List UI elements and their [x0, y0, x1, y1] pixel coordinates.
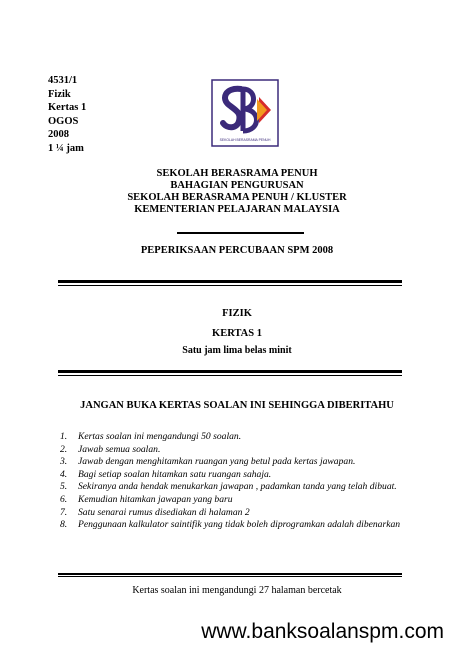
- instruction-text: Penggunaan kalkulator saintifik yang tidak boleh diprogramkan adalah dibenarkan: [78, 519, 401, 531]
- instruction-text: Kemudian hitamkan jawapan yang baru: [78, 493, 233, 505]
- instruction-text: Jawab dengan menghitamkan ruangan yang betul pada kertas jawapan.: [78, 456, 356, 468]
- sbp-logo-icon: [211, 79, 279, 147]
- instruction-text: Sekiranya anda hendak menukarkan jawapan , padamkan tanda yang telah dibuat.: [78, 481, 397, 493]
- duration-text: Satu jam lima belas minit: [182, 345, 292, 356]
- divider-middle-under: [58, 375, 402, 376]
- list-item: [60, 519, 400, 532]
- paper-subject: Fizik: [48, 88, 71, 100]
- instruction-number: 6.: [60, 493, 68, 505]
- subject-title: FIZIK: [222, 308, 252, 319]
- list-item: [60, 507, 400, 520]
- logo-caption: SEKOLAH BERASRAMA PENUH: [219, 138, 271, 142]
- instruction-number: 8.: [60, 519, 68, 531]
- instruction-text: Satu senarai rumus disediakan di halaman 2: [78, 506, 250, 518]
- paper-code: 4531/1: [48, 75, 78, 86]
- do-not-open-warning: JANGAN BUKA KERTAS SOALAN INI SEHINGGA DIBERITAHU: [80, 400, 394, 411]
- org-line-4: KEMENTERIAN PELAJARAN MALAYSIA: [134, 204, 340, 215]
- footer-divider: [58, 573, 402, 575]
- list-item: [60, 431, 400, 444]
- org-line-1: SEKOLAH BERASRAMA PENUH: [156, 168, 318, 179]
- list-item: [60, 444, 400, 457]
- instruction-text: Bagi setiap soalan hitamkan satu ruangan sahaja.: [78, 468, 272, 480]
- website-watermark: www.banksoalanspm.com: [201, 620, 444, 643]
- instructions-list: [60, 431, 400, 532]
- org-line-3: SEKOLAH BERASRAMA PENUH / KLUSTER: [127, 192, 347, 203]
- paper-duration-short: 1 ¼ jam: [48, 142, 84, 154]
- list-item: [60, 494, 400, 507]
- paper-number: Kertas 1: [48, 102, 87, 113]
- instruction-number: 5.: [60, 481, 68, 493]
- instruction-number: 2.: [60, 443, 68, 455]
- instruction-text: Jawab semua soalan.: [78, 443, 161, 455]
- paper-year: 2008: [48, 129, 69, 140]
- divider-top-under: [58, 285, 402, 286]
- instruction-text: Kertas soalan ini mengandungi 50 soalan.: [78, 431, 242, 442]
- title-divider: [177, 232, 304, 234]
- instruction-number: 4.: [60, 468, 68, 480]
- instruction-number: 3.: [60, 456, 68, 468]
- instruction-number: 1.: [60, 431, 68, 442]
- divider-middle: [58, 370, 402, 373]
- divider-top: [58, 280, 402, 283]
- org-line-2: BAHAGIAN PENGURUSAN: [170, 180, 304, 191]
- footer-divider-under: [58, 576, 402, 577]
- paper-month: OGOS: [48, 115, 79, 127]
- list-item: [60, 481, 400, 494]
- exam-title: PEPERIKSAAN PERCUBAAN SPM 2008: [140, 245, 334, 256]
- page-count-note: Kertas soalan ini mengandungi 27 halaman bercetak: [132, 585, 342, 596]
- paper-code-block: [48, 74, 86, 155]
- sbp-logo-graphic: [211, 79, 279, 147]
- paper-title: KERTAS 1: [212, 328, 262, 339]
- list-item: [60, 469, 400, 482]
- instruction-number: 7.: [60, 506, 68, 518]
- list-item: [60, 456, 400, 469]
